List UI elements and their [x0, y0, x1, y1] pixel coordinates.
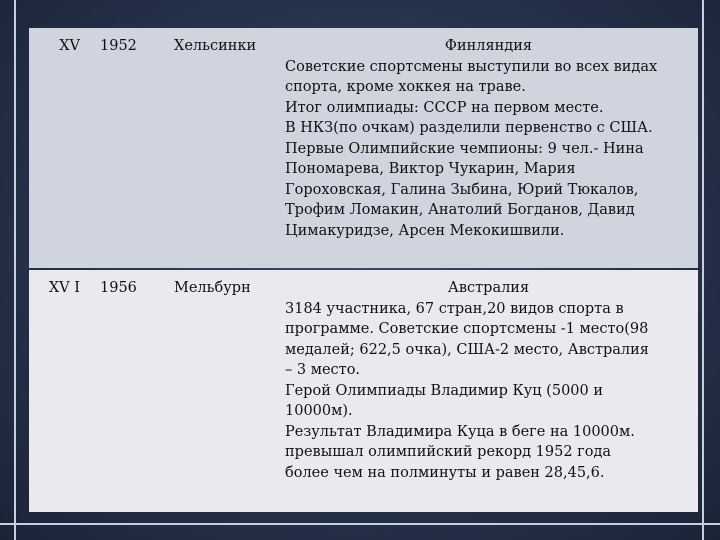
- games-number: XV: [59, 38, 80, 54]
- description-line: Цимакуридзе, Арсен Мекокишвили.: [285, 222, 565, 239]
- description-line: превышал олимпийский рекорд 1952 года: [285, 444, 612, 460]
- table-row: [29, 28, 698, 268]
- description-line: Итог олимпиады: СССР на первом месте.: [285, 99, 604, 116]
- host-city: Мельбурн: [174, 280, 251, 296]
- host-country: Австралия: [447, 280, 530, 296]
- description-line: Пономарева, Виктор Чукарин, Мария: [285, 161, 576, 177]
- description-line: Первые Олимпийские чемпионы: 9 чел.- Нина: [285, 140, 644, 157]
- frame-line-left: [14, 0, 16, 540]
- description-line: В НКЗ(по очкам) разделили первенство с США.: [285, 120, 653, 136]
- description-line: медалей; 622,5 очка), США-2 место, Австралия: [285, 341, 649, 358]
- games-number: XV I: [48, 280, 80, 296]
- games-description: [268, 270, 698, 512]
- description-line: спорта, кроме хоккея на траве.: [285, 79, 526, 95]
- description-line: 10000м).: [285, 403, 353, 419]
- host-country: Финляндия: [444, 38, 533, 54]
- description-line: 3184 участника, 67 стран,20 видов спорта в: [285, 300, 624, 317]
- frame-line-bottom: [0, 523, 720, 525]
- description-line: Гороховская, Галина Зыбина, Юрий Тюкалов,: [285, 181, 639, 198]
- olympics-table: [29, 28, 698, 512]
- description-line: Советские спортсмены выступили во всех видах: [285, 58, 658, 75]
- description-line: Герой Олимпиады Владимир Куц (5000 и: [285, 382, 604, 399]
- host-city: Хельсинки: [174, 38, 257, 54]
- games-description: [268, 28, 698, 268]
- games-year: 1952: [100, 38, 137, 54]
- games-year: 1956: [100, 280, 137, 296]
- description-line: программе. Советские спортсмены -1 место(98: [285, 321, 649, 337]
- description-line: Трофим Ломакин, Анатолий Богданов, Давид: [285, 202, 635, 218]
- description-line: более чем на полминуты и равен 28,45,6.: [285, 464, 605, 481]
- table-row: [29, 270, 698, 512]
- description-line: – 3 место.: [285, 362, 361, 378]
- description-line: Результат Владимира Куца в беге на 10000м.: [285, 423, 635, 440]
- frame-line-right: [702, 0, 704, 540]
